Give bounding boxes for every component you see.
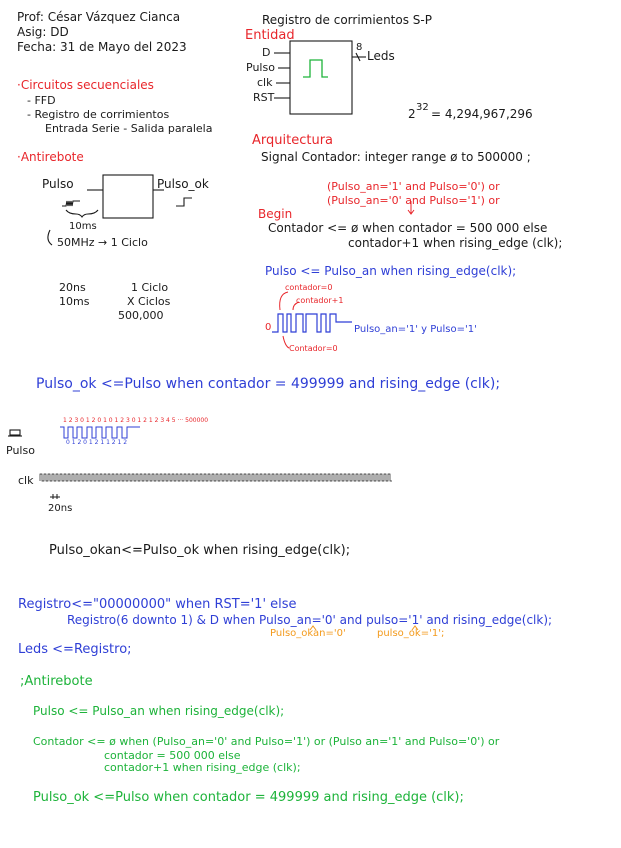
time-10ms: 10ms: [69, 221, 97, 232]
antirebote-comment: ;Antirebote: [20, 674, 93, 689]
entity-box: [274, 41, 366, 114]
topic-entrada: Entrada Serie - Salida paralela: [45, 122, 213, 135]
antirebote-line-4: contador+1 when rising_edge (clk);: [104, 761, 301, 774]
topic-circuitos: ·Circuitos secuenciales: [17, 78, 154, 92]
timing-top-labels: 1 2 3 0 1 2 0 1 0 1 2 3 0 1 2 1 2 3 4 5 ··· 500000: [63, 417, 209, 424]
diag-contador1: contador+1: [296, 296, 344, 305]
topic-ffd: - FFD: [27, 94, 56, 107]
calc-result: 500,000: [118, 309, 164, 322]
timing-pulso-label: Pulso: [6, 444, 35, 457]
counter-diagram: [272, 314, 352, 332]
pulso-an-line: Pulso <= Pulso_an when rising_edge(clk);: [265, 264, 517, 278]
diag-zero: 0: [265, 322, 272, 333]
pulso-ok-label: Pulso_ok: [157, 177, 209, 191]
button-icon: [8, 430, 22, 436]
begin-label: Begin: [258, 207, 293, 221]
cond-arrow: [408, 201, 414, 214]
registro-note-1: Pulso_okan='0': [270, 628, 346, 639]
register-title: Registro de corrimientos S-P: [262, 13, 432, 27]
antirebote-line-3: contador = 500 000 else: [104, 749, 241, 762]
topic-registro: - Registro de corrimientos: [27, 108, 170, 121]
entity-pulse-symbol: [303, 60, 328, 77]
freq-label: 50MHz → 1 Ciclo: [57, 236, 148, 249]
timing-clk-label: clk: [18, 474, 34, 487]
port-pulso: Pulso: [246, 61, 275, 74]
registro-carets: [310, 626, 418, 630]
diag-contador0: contador=0: [285, 283, 333, 292]
port-clk: clk: [257, 76, 273, 89]
period-marker: [50, 494, 60, 499]
cond-line-1: (Pulso_an='1' and Pulso='0') or: [327, 180, 500, 193]
signal-line: Signal Contador: integer range ø to 500000 ;: [261, 150, 531, 164]
timing-period: 20ns: [48, 503, 73, 514]
topic-antirebote: ·Antirebote: [17, 150, 84, 164]
pow-base: 2: [408, 107, 416, 121]
cond-line-2: (Pulso_an='0' and Pulso='1') or: [327, 194, 500, 207]
bus-width: 8: [356, 42, 363, 53]
contador-line-2: contador+1 when rising_edge (clk);: [348, 236, 563, 250]
antirebote-line-2: Contador <= ø when (Pulso_an='0' and Pulso='1') or (Pulso an='1' and Pulso='0') or: [33, 735, 500, 748]
asig-line: Asig: DD: [17, 25, 69, 39]
antirebote-box: [48, 175, 192, 245]
arquitectura-label: Arquitectura: [252, 133, 334, 148]
entity-rect: [290, 41, 352, 114]
contador-line-1: Contador <= ø when contador = 500 000 else: [268, 221, 548, 235]
calc-r1c1: 20ns: [59, 281, 86, 294]
pulso-ok-line: Pulso_ok <=Pulso when contador = 499999 and rising_edge (clk);: [36, 376, 501, 392]
port-d: D: [262, 46, 271, 59]
registro-note-2: pulso_ok='1';: [377, 628, 445, 639]
fecha-line: Fecha: 31 de Mayo del 2023: [17, 40, 187, 54]
pow-exp: 32: [416, 102, 429, 113]
timing-bottom-labels: 0 1 2 0 1 2 1 1 2 1 2: [66, 439, 128, 446]
calc-r2c2: X Ciclos: [127, 295, 171, 308]
pulso-okan-line: Pulso_okan<=Pulso_ok when rising_edge(clk);: [49, 543, 351, 558]
entidad-label: Entidad: [245, 28, 295, 43]
diag-cond: Pulso_an='1' y Pulso='1': [354, 324, 477, 335]
calc-r2c1: 10ms: [59, 295, 90, 308]
registro-line-2: Registro(6 downto 1) & D when Pulso_an='0' and pulso='1' and rising_edge(clk);: [67, 613, 553, 627]
calc-r1c2: 1 Ciclo: [131, 281, 169, 294]
port-leds: Leds: [367, 49, 395, 63]
port-rst: RST: [253, 91, 275, 104]
pulso-in-label: Pulso: [42, 177, 74, 191]
antirebote-line-5: Pulso_ok <=Pulso when contador = 499999 and rising_edge (clk);: [33, 790, 464, 805]
diag-contador-zero: Contador=0: [289, 344, 338, 353]
pow-value: = 4,294,967,296: [431, 107, 533, 121]
leds-line: Leds <=Registro;: [18, 642, 132, 657]
antirebote-line-1: Pulso <= Pulso_an when rising_edge(clk);: [33, 704, 285, 718]
registro-line-1: Registro<="00000000" when RST='1' else: [18, 597, 297, 612]
timing-clk-wave: [40, 474, 392, 481]
timing-pulso-wave: [60, 427, 140, 438]
prof-line: Prof: César Vázquez Cianca: [17, 10, 181, 24]
